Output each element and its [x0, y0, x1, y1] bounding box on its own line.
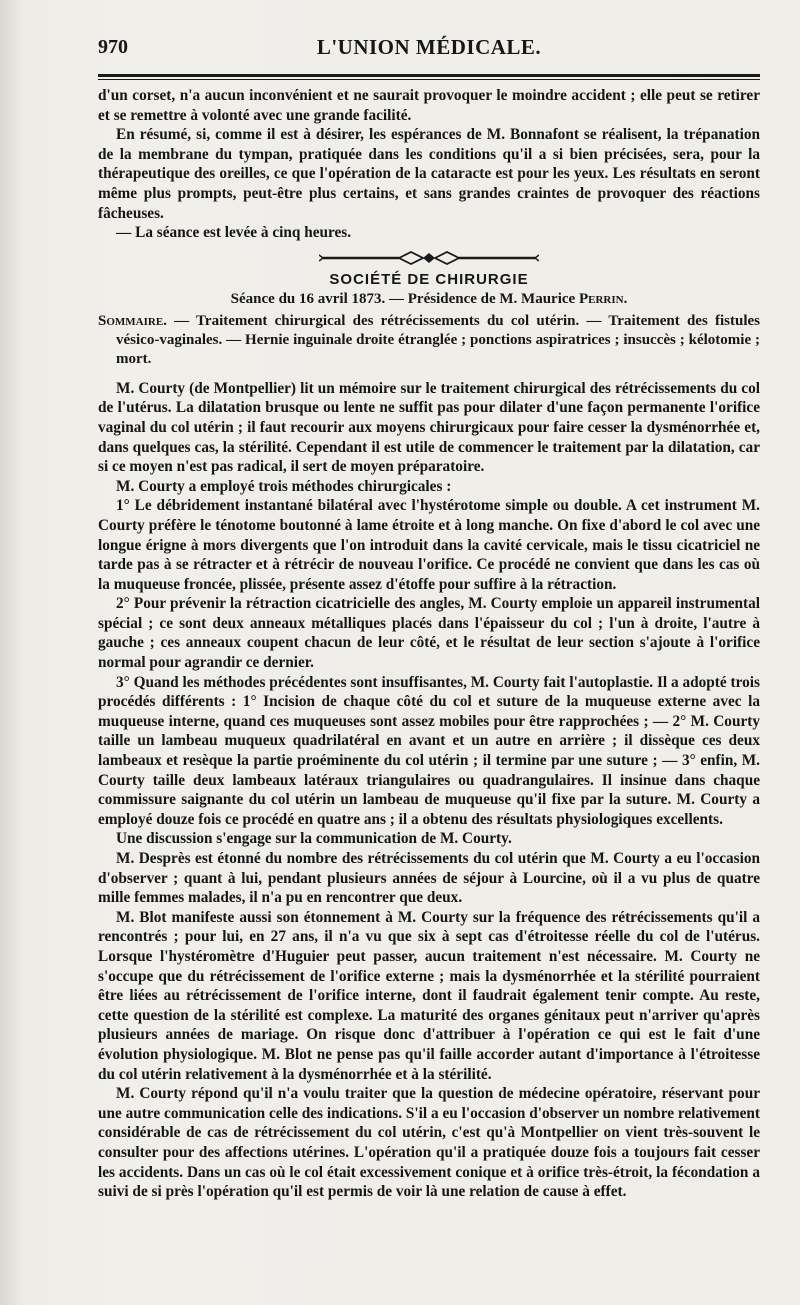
section-title: SOCIÉTÉ DE CHIRURGIE [329, 270, 529, 288]
body-paragraph: 2° Pour prévenir la rétraction cicatricielle des angles, M. Courty emploie un appareil instrumental spécial ; ce sont deux anneaux métalliques placés dans l'épaisseur du col ; l'un à droite, l'autre à gauche ; ces anneaux coupent chacun de leur côté, et le résultat de leur section s'ajoute à l'orifice normal pour agrandir ce dernier. [98, 595, 760, 672]
header-rule [98, 74, 760, 77]
summary-label: Sommaire [98, 312, 164, 329]
article-body [98, 379, 760, 1202]
body-paragraph: 1° Le débridement instantané bilatéral avec l'hystérotome simple ou double. A cet instrument M. Courty préfère le ténotome boutonné à lame étroite et à long manche. On fixe d'abord le col avec une longue érigne à mors divergents que l'on introduit dans la cavité cervicale, mais le tissu cicatriciel ne tarde pas à se rétracter et à rétrécir de nouveau l'orifice. Ce procédé ne convient que dans les cas où la muqueuse froncée, plissée, présente assez d'étoffe pour suffire à la rétraction. [98, 497, 760, 593]
body-paragraph: 3° Quand les méthodes précédentes sont insuffisantes, M. Courty fait l'autoplastie. Il a adopté trois procédés différents : 1° Incision de chaque côté du col et suture de la muqueuse externe avec la muqueuse interne, quand ces muqueuses sont assez mobiles pour être rapprochées ; — 2° M. Courty taille un lambeau muqueux quadrilatéral en avant et un autre en arrière ; il dissèque ces deux lambeaux et resèque la partie proéminente du col utérin ; il termine par une suture ; — 3° enfin, M. Courty taille deux lambeaux latéraux triangulaires ou quadrangulaires. Il insinue dans chaque commissure saignante du col utérin un lambeau de muqueuse qu'il fixe par la suture. M. Courty a employé douze fois ce procédé en quatre ans ; il a obtenu des résultats physiologiques excellents. [98, 673, 760, 828]
body-paragraph: M. Courty répond qu'il n'a voulu traiter que la question de médecine opératoire, réservant pour une autre communication celle des indications. S'il a eu l'occasion d'observer un nombre relativement considérable de cas de rétrécissement du col utérin, c'est qu'à Montpellier on vient très-souvent le consulter pour des affections utérines. L'opération qu'il a pratiquée douze fois a toujours fait cesser les accidents. Dans un cas où le col était excessivement conique et à orifice très-étroit, la fécondation a suivi de si près l'opération qu'il est permis de voir là une relation de cause à effet. [98, 1085, 760, 1201]
ornament-icon [319, 249, 539, 267]
session-summary [98, 312, 760, 369]
page-header [98, 34, 760, 64]
body-paragraph: M. Blot manifeste aussi son étonnement à M. Courty sur la fréquence des rétrécissements qu'il a rencontrés ; pour lui, en 27 ans, il n'a vu que six à sept cas d'étroitesse réelle du col de l'utérus. Lorsque l'hystéromètre d'Huguier peut passer, aucun traitement n'est nécessaire. M. Courty ne s'occupe que du rétrécissement de l'orifice externe ; mais la dysménorrhée et la stérilité pourraient être liées au rétrécissement de l'orifice interne, dont il faudrait également tenir compte. Au reste, cette question de la stérilité est complexe. La maturité des organes génitaux peut n'arriver qu'après plusieurs années de mariage. On risque donc d'attribuer à l'opération ce qui est le fait d'une évolution physiologique. M. Blot ne pense pas qu'il faille accorder autant d'importance à l'étroitesse du col utérin relativement à la dysménorrhée et à la stérilité. [98, 908, 760, 1083]
header-rule-thin [98, 79, 760, 80]
summary-text: . — Traitement chirurgical des rétrécissements du col utérin. — Traitement des fistules vésico-vaginales. — Hernie inguinale droite étranglée ; ponctions aspiratrices ; insuccès ; kélotomie ; mort. [116, 312, 760, 367]
session-info [98, 291, 760, 308]
president-name: Perrin [578, 290, 624, 307]
session-date-line: Séance du 16 avril 1873. — Présidence de M. Maurice [230, 290, 579, 307]
page-number: 970 [98, 36, 128, 58]
section-ornament-divider [98, 249, 760, 267]
session-suffix: . [623, 290, 628, 307]
journal-title: L'UNION MÉDICALE. [316, 35, 542, 59]
intro-text [98, 86, 760, 243]
intro-paragraph: d'un corset, n'a aucun inconvénient et ne saurait provoquer le moindre accident ; elle peut se retirer et se remettre à volonté avec une grande facilité. [98, 87, 760, 124]
body-paragraph: M. Desprès est étonné du nombre des rétrécissements du col utérin que M. Courty a eu l'occasion d'observer ; quant à lui, pendant plusieurs années de séjour à Lourcine, où il a vu plus de quatre mille femmes malades, il n'a pu en rencontrer que deux. [98, 850, 760, 907]
body-paragraph: Une discussion s'engage sur la communication de M. Courty. [116, 830, 512, 848]
body-paragraph: M. Courty (de Montpellier) lit un mémoire sur le traitement chirurgical des rétrécissements du col de l'utérus. La dilatation brusque ou lente ne suffit pas pour dilater d'une façon permanente l'orifice vaginal du col utérin ; il faut recourir aux moyens chirurgicaux pour faire cesser la dysménorrhée et, dans quelques cas, la stérilité. Cependant il est utile de commencer le traitement par la dilatation, car si ce moyen n'est pas radical, il sert de moyen préparatoire. [98, 379, 760, 476]
session-closed-line: — La séance est levée à cinq heures. [116, 224, 352, 242]
intro-paragraph: En résumé, si, comme il est à désirer, les espérances de M. Bonnafont se réalisent, la trépanation de la membrane du tympan, pratiquée dans les conditions qu'il a si bien précisées, sera, pour la thérapeutique des oreilles, ce que l'opération de la cataracte est pour les yeux. Les résultats en seront même plus prompts, peut-être plus certains, et sans grandes craintes de provoquer des réactions fâcheuses. [98, 126, 760, 222]
body-paragraph: M. Courty a employé trois méthodes chirurgicales : [116, 477, 452, 495]
